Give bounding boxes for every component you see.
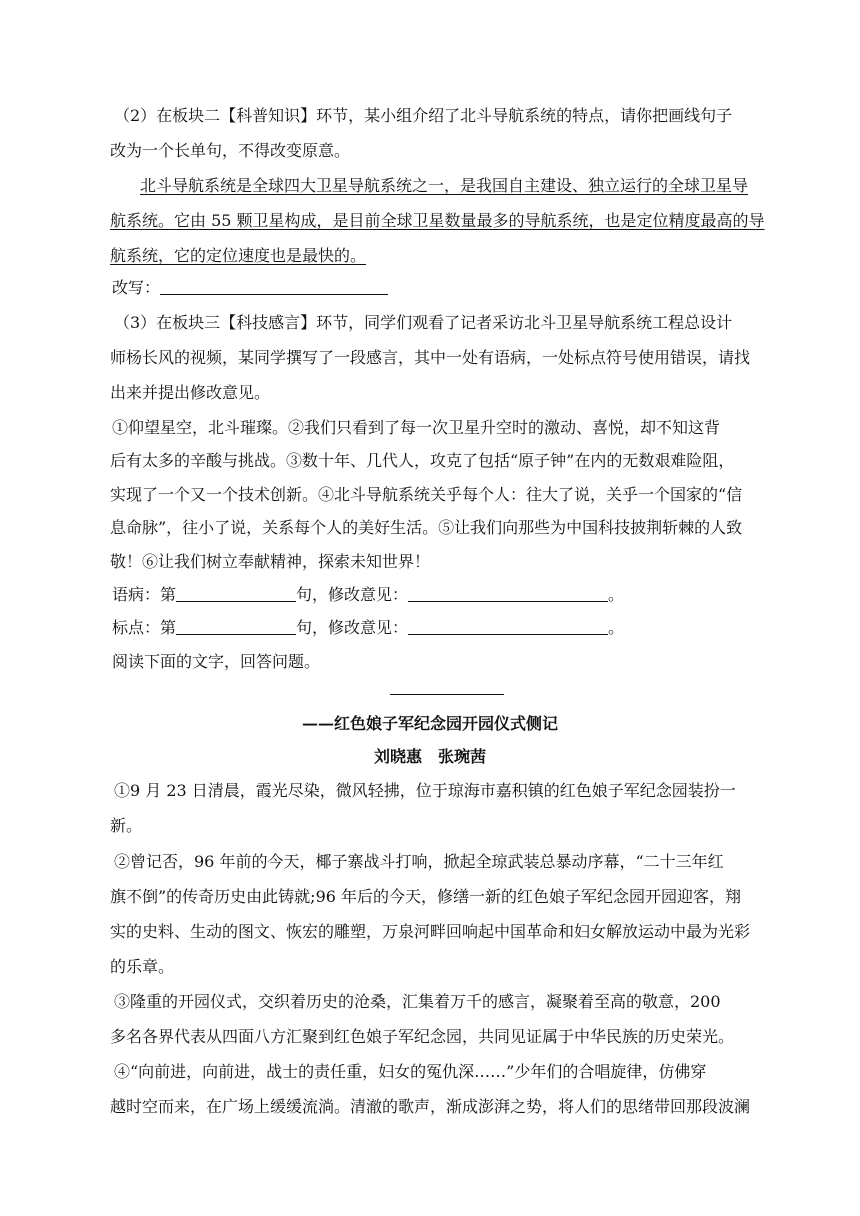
q3-passage-line4: 息命脉”，往小了说，关系每个人的美好生活。⑤让我们向那些为中国科技披荆斩棘的人致 [110, 518, 743, 537]
rewrite-label: 改写： [112, 278, 161, 297]
punct-mid: 句，修改意见： [296, 618, 409, 637]
q3-passage-line5: 敬！⑥让我们树立奉献精神，探索未知世界！ [110, 552, 431, 571]
grammar-mid: 句，修改意见： [296, 585, 409, 604]
grammar-prefix: 语病：第 [112, 585, 177, 604]
punct-prefix: 标点：第 [112, 618, 177, 637]
reading-instruction: 阅读下面的文字，回答问题。 [112, 652, 321, 671]
q3-passage-line1: ①仰望星空，北斗璀璨。②我们只看到了每一次卫星升空时的激动、喜悦，却不知这背 [112, 418, 721, 437]
punct-suggestion-blank[interactable] [408, 618, 608, 635]
rewrite-answer-blank[interactable] [160, 278, 388, 295]
article-p2-line3: 实的史料、生动的图文、恢宏的雕塑，万泉河畔回响起中国革命和妇女解放运动中最为光彩 [110, 922, 751, 941]
article-p3-line2: 多名各界代表从四面八方汇聚到红色娘子军纪念园，共同见证属于中华民族的历史荣光。 [110, 1027, 735, 1046]
grammar-end: 。 [608, 585, 625, 604]
punct-end: 。 [608, 618, 625, 637]
article-p2-line1: ②曾记否，96 年前的今天，椰子寨战斗打响，掀起全琼武装总暴动序幕，“二十三年红 [114, 852, 724, 871]
article-p4-line2: 越时空而来，在广场上缓缓流淌。清澈的歌声，渐成澎湃之势，将人们的思绪带回那段波澜 [110, 1097, 751, 1116]
q2-underlined-line2: 航系统。它由 55 颗卫星构成，是目前全球卫星数量最多的导航系统，也是定位精度最高的导 [110, 211, 765, 230]
q2-underlined-line3: 航系统，它的定位速度也是最快的。 [110, 246, 367, 265]
article-title-blank[interactable] [390, 694, 504, 695]
article-p3-line1: ③隆重的开园仪式，交织着历史的沧桑，汇集着万千的感言，凝聚着至高的敬意，200 [114, 992, 721, 1011]
article-p1-line2: 新。 [110, 816, 143, 835]
article-subtitle: ——红色娘子军纪念园开园仪式侧记 [301, 714, 558, 733]
q2-line2: 改为一个长单句，不得改变原意。 [110, 141, 351, 160]
q3-line3: 出来并提出修改意见。 [110, 383, 271, 402]
article-authors: 刘晓惠 张琬茜 [373, 747, 486, 766]
q3-line1: （3）在板块三【科技感言】环节，同学们观看了记者采访北斗卫星导航系统工程总设计 [114, 313, 733, 332]
q3-passage-line3: 实现了一个又一个技术创新。④北斗导航系统关乎每个人：往大了说，关乎一个国家的“信 [110, 485, 743, 504]
punct-answer-row [112, 618, 624, 638]
article-p2-line2: 旗不倒”的传奇历史由此铸就;96 年后的今天，修缮一新的红色娘子军纪念园开园迎客，翔 [110, 887, 742, 906]
article-p1-line1: ①9 月 23 日清晨，霞光尽染，微风轻拂，位于琼海市嘉积镇的红色娘子军纪念园装扮一 [114, 781, 736, 800]
article-p2-line4: 的乐章。 [110, 957, 175, 976]
punct-sentence-blank[interactable] [176, 618, 296, 635]
rewrite-answer-row [112, 278, 388, 298]
q3-passage-line2: 后有太多的辛酸与挑战。③数十年、几代人，攻克了包括“原子钟”在内的无数艰难险阻， [110, 451, 735, 470]
grammar-sentence-blank[interactable] [176, 585, 296, 602]
q2-underlined-line1: 北斗导航系统是全球四大卫星导航系统之一，是我国自主建设、独立运行的全球卫星导 [140, 176, 749, 195]
grammar-suggestion-blank[interactable] [408, 585, 608, 602]
article-p4-line1: ④“向前进，向前进，战士的责任重，妇女的冤仇深……”少年们的合唱旋律，仿佛穿 [114, 1062, 707, 1081]
q2-line1: （2）在板块二【科普知识】环节，某小组介绍了北斗导航系统的特点，请你把画线句子 [114, 106, 733, 125]
grammar-answer-row [112, 585, 624, 605]
q3-line2: 师杨长风的视频，某同学撰写了一段感言，其中一处有语病，一处标点符号使用错误，请找 [110, 348, 751, 367]
